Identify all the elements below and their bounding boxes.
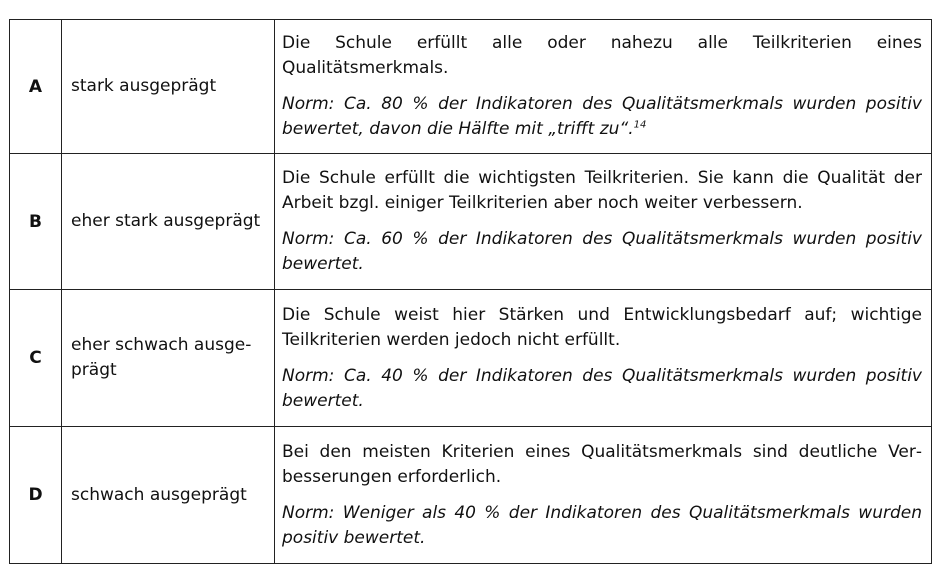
grade-label: stark ausgeprägt bbox=[62, 20, 275, 154]
grade-label: schwach ausgeprägt bbox=[62, 427, 275, 564]
grade-description-cell bbox=[275, 290, 932, 427]
grade-description: Die Schule weist hier Stärken und Entwicklungsbedarf auf; wichtige Teilkriterien werden jedoch nicht erfüllt. bbox=[282, 304, 922, 350]
table-row bbox=[10, 20, 932, 154]
grade-letter: A bbox=[10, 20, 62, 154]
table-row bbox=[10, 427, 932, 564]
grade-description-cell bbox=[275, 20, 932, 154]
grade-norm: Norm: Ca. 60 % der Indikatoren des Qualitätsmerkmals wurden positiv bewertet. bbox=[282, 229, 922, 274]
footnote-marker: 14 bbox=[633, 119, 647, 131]
grade-description-cell bbox=[275, 154, 932, 290]
grade-description-cell bbox=[275, 427, 932, 564]
table-row bbox=[10, 290, 932, 427]
grade-norm: Norm: Ca. 40 % der Indikatoren des Qualitätsmerkmals wurden positiv bewertet. bbox=[282, 365, 922, 411]
grade-description: Bei den meisten Kriterien eines Qualitätsmerkmals sind deutliche Verbesserungen erforderlich. bbox=[282, 441, 922, 487]
grade-letter: B bbox=[10, 154, 62, 290]
grade-letter: D bbox=[10, 427, 62, 564]
grading-scale-table bbox=[9, 19, 932, 564]
grade-label: eher stark ausgeprägt bbox=[62, 154, 275, 290]
table-row bbox=[10, 154, 932, 290]
grade-description: Die Schule erfüllt die wichtigsten Teilkriterien. Sie kann die Qualität der Arbeit bzgl. einiger Teilkriterien aber noch weiter verbessern. bbox=[282, 168, 922, 213]
grade-label: eher schwach ausgeprägt bbox=[62, 290, 275, 427]
grade-letter: C bbox=[10, 290, 62, 427]
grade-description: Die Schule erfüllt alle oder nahezu alle Teilkriterien eines Qualitätsmerkmals. bbox=[282, 33, 922, 78]
grade-norm: Norm: Weniger als 40 % der Indikatoren des Qualitätsmerkmals wurden positiv bewertet. bbox=[282, 502, 922, 548]
grade-norm bbox=[282, 92, 922, 142]
grade-norm-text: Norm: Ca. 80 % der Indikatoren des Qualitätsmerkmals wurden positiv bewertet, davon die Hälfte mit „trifft zu“. bbox=[282, 94, 922, 139]
